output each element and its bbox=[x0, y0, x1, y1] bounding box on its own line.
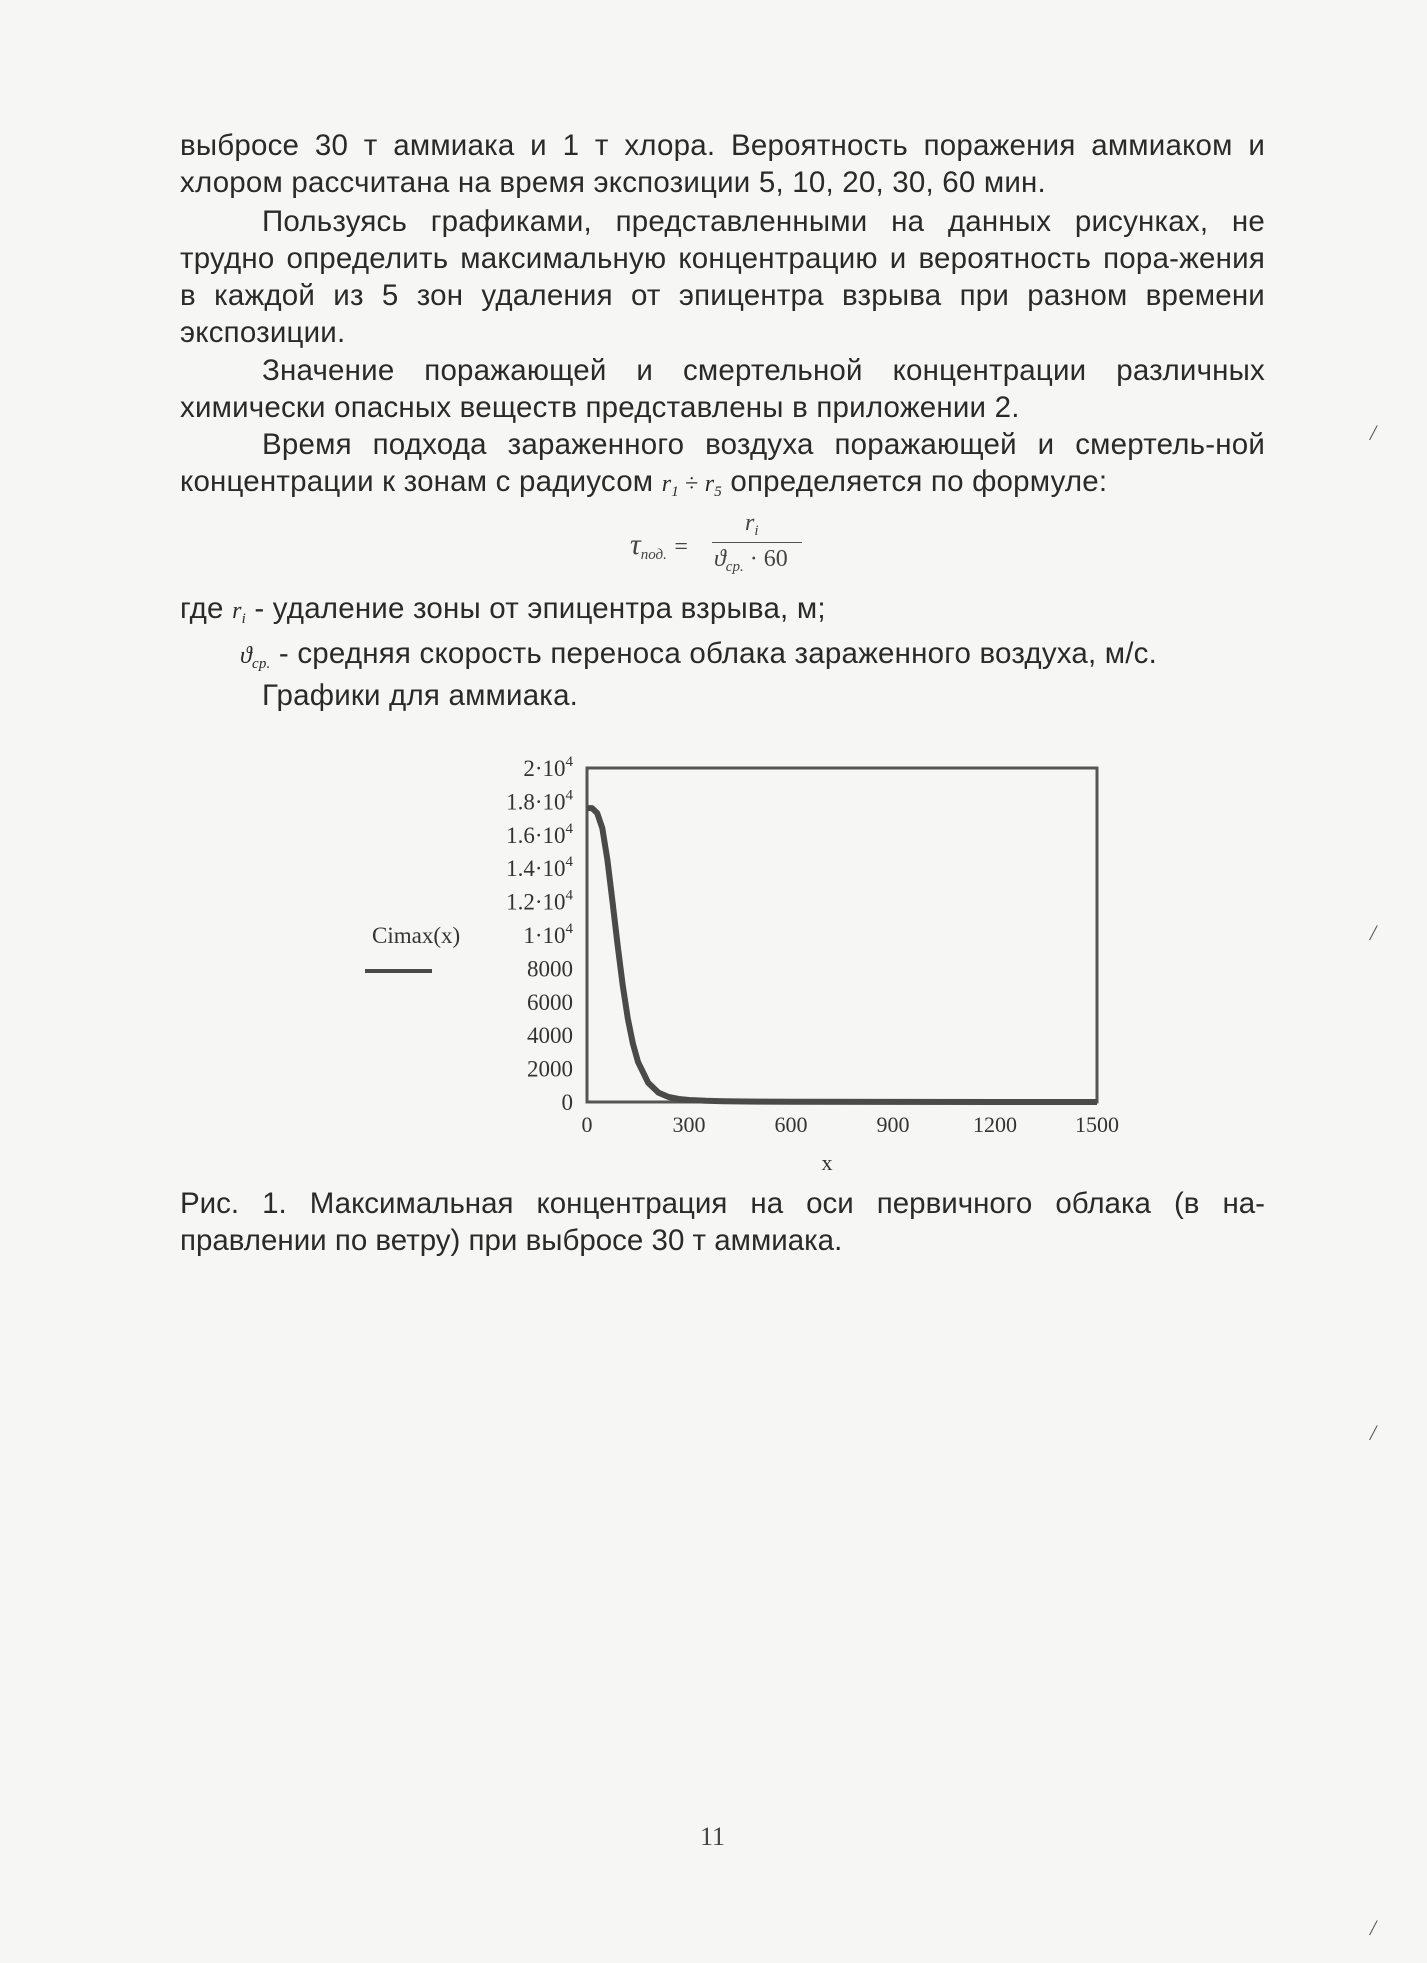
y-tick-label: 8000 bbox=[527, 956, 573, 982]
y-axis-label: Cimax(x) bbox=[372, 923, 461, 948]
margin-mark: / bbox=[1370, 1915, 1377, 1940]
margin-mark: / bbox=[1370, 920, 1377, 945]
x-tick-label: 0 bbox=[581, 1112, 593, 1137]
series-line bbox=[587, 808, 1097, 1102]
radius-range-symbol: $r_1 \div r_5$ bbox=[661, 471, 722, 500]
figure-caption: Рис. 1. Максимальная концентрация на оси первичного облака (в на-правлении по ветру) при выбросе 30 т аммиака. bbox=[180, 1187, 1265, 1257]
y-tick-label: $1.8\cdot 10^4$ bbox=[506, 787, 573, 815]
y-tick-label: $1\cdot 10^4$ bbox=[523, 921, 573, 948]
x-tick-label: 300 bbox=[672, 1112, 706, 1137]
x-tick-label: 900 bbox=[876, 1112, 910, 1137]
r-i-symbol: $r_i$ bbox=[232, 598, 246, 627]
y-tick-label: $1.2\cdot 10^4$ bbox=[506, 887, 573, 915]
where-label: где bbox=[180, 592, 224, 625]
theta-symbol: $ϑ_{ср.}$ bbox=[240, 643, 271, 672]
margin-mark: / bbox=[1370, 1420, 1377, 1445]
y-tick-label: $1.6\cdot 10^4$ bbox=[506, 820, 573, 848]
y-tick-label: 0 bbox=[561, 1090, 573, 1115]
formula-denominator: $ϑ_{ср.} \cdot 60$ bbox=[714, 546, 788, 575]
y-tick-label: 2000 bbox=[527, 1056, 573, 1082]
paragraph-4-text-b: определяется по формуле: bbox=[730, 465, 1108, 498]
concentration-chart bbox=[340, 740, 1140, 1180]
section-title: Графики для аммиака. bbox=[262, 679, 579, 712]
paragraph-2: Пользуясь графиками, представленными на данных рисунках, не трудно определить максимальную концентрацию и вероятность пора-жения в каждой из 5 зон удаления от эпицентра взрыва при разном времени экспозиции. bbox=[180, 205, 1265, 349]
paragraph-3: Значение поражающей и смертельной концентрации различных химически опасных веществ представлены в приложении 2. bbox=[180, 354, 1265, 424]
x-tick-label: 1500 bbox=[1075, 1112, 1119, 1137]
fraction-line bbox=[712, 542, 802, 543]
x-tick-label: 1200 bbox=[973, 1112, 1017, 1137]
y-tick-label: 6000 bbox=[527, 989, 573, 1015]
y-tick-label: 4000 bbox=[527, 1023, 573, 1049]
formula-numerator: $r_i$ bbox=[745, 510, 759, 539]
y-tick-labels bbox=[506, 754, 573, 1115]
paragraph-4-text-a: Время подхода зараженного воздуха поражающей и смертель-ной концентрации к зонам с радиусом bbox=[180, 428, 1265, 498]
r-description: - удаление зоны от эпицентра взрыва, м; bbox=[254, 592, 826, 625]
x-axis-label: x bbox=[821, 1150, 833, 1175]
y-tick-label: $2\cdot 10^4$ bbox=[523, 754, 573, 781]
x-tick-labels bbox=[582, 1112, 1120, 1137]
y-tick-label: $1.4\cdot 10^4$ bbox=[506, 854, 573, 882]
x-tick-label: 600 bbox=[774, 1112, 808, 1137]
paragraph-4 bbox=[180, 426, 1265, 511]
where-theta-line bbox=[240, 635, 1270, 683]
margin-mark: / bbox=[1370, 420, 1377, 445]
page-number: 11 bbox=[700, 1822, 726, 1851]
formula-lhs: $\tau_{под.}$ = bbox=[630, 528, 688, 563]
plot-frame bbox=[587, 768, 1097, 1102]
theta-description: - средняя скорость переноса облака зараженного воздуха, м/с. bbox=[278, 637, 1158, 670]
paragraph-1: выбросе 30 т аммиака и 1 т хлора. Вероятность поражения аммиаком и хлором рассчитана на время экспозиции 5, 10, 20, 30, 60 мин. bbox=[180, 129, 1265, 199]
where-r-line bbox=[180, 590, 1265, 638]
